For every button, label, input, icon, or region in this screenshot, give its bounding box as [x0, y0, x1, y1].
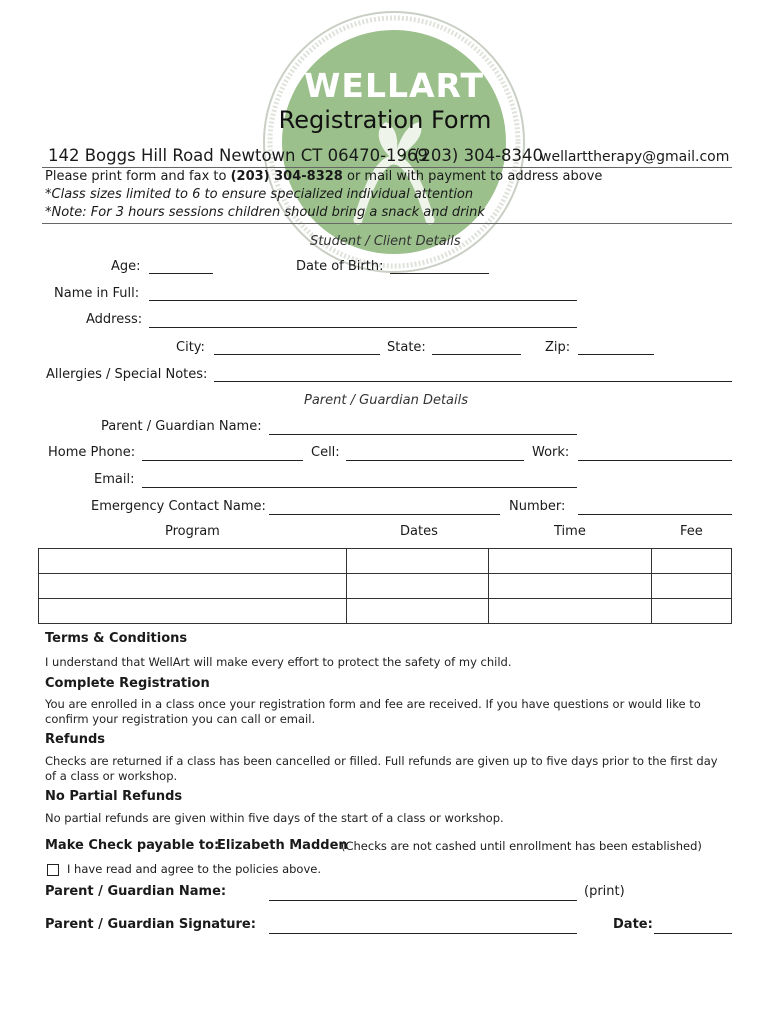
dates-cell[interactable] [346, 599, 489, 624]
table-row [39, 599, 732, 624]
print-instructions: Please print form and fax to (203) 304-8328 or mail with payment to address above [45, 169, 603, 184]
student-section-heading: Student / Client Details [310, 234, 461, 249]
work-field[interactable] [578, 460, 732, 461]
program-cell[interactable] [39, 549, 347, 574]
program-column-header: Program [165, 524, 220, 539]
state-label: State: [387, 340, 426, 355]
agree-checkbox[interactable] [47, 864, 59, 876]
dob-field[interactable] [390, 273, 489, 274]
time-cell[interactable] [489, 599, 652, 624]
emergency-number-label: Number: [509, 499, 566, 514]
parent-email-label: Email: [94, 472, 135, 487]
dates-cell[interactable] [346, 549, 489, 574]
refunds-heading: Refunds [45, 732, 106, 747]
address-line: 142 Boggs Hill Road Newtown CT 06470-1969 [48, 146, 429, 165]
work-label: Work: [532, 445, 570, 460]
sign-parent-name-label: Parent / Guardian Name: [45, 884, 227, 899]
complete-registration-heading: Complete Registration [45, 676, 210, 691]
time-column-header: Time [554, 524, 586, 539]
zip-label: Zip: [545, 340, 571, 355]
refunds-text: Checks are returned if a class has been cancelled or filled. Full refunds are given up to five days prior to the first day of a class or workshop. [45, 754, 718, 783]
check-payee: Elizabeth Madden [217, 838, 348, 853]
date-label: Date: [613, 917, 653, 932]
table-row [39, 574, 732, 599]
emergency-contact-label: Emergency Contact Name: [91, 499, 266, 514]
fee-cell[interactable] [652, 599, 732, 624]
program-table [38, 548, 732, 624]
instructions-rule [42, 223, 732, 224]
cell-field[interactable] [346, 460, 524, 461]
age-field[interactable] [149, 273, 213, 274]
parent-email-field[interactable] [142, 487, 577, 488]
table-row [39, 549, 732, 574]
contact-email: wellarttherapy@gmail.com [540, 149, 730, 165]
check-payable-label: Make Check payable to: [45, 838, 220, 853]
fee-cell[interactable] [652, 574, 732, 599]
terms-heading: Terms & Conditions [45, 631, 188, 646]
parent-name-label: Parent / Guardian Name: [101, 419, 262, 434]
address-label: Address: [86, 312, 143, 327]
page-title: Registration Form [278, 106, 492, 134]
logo-text: WELLART [304, 66, 484, 105]
city-field[interactable] [214, 354, 380, 355]
check-note: (Checks are not cashed until enrollment has been established) [341, 839, 702, 853]
dates-column-header: Dates [400, 524, 438, 539]
home-phone-label: Home Phone: [48, 445, 136, 460]
fee-cell[interactable] [652, 549, 732, 574]
address-field[interactable] [149, 327, 577, 328]
full-name-label: Name in Full: [54, 286, 140, 301]
cell-label: Cell: [311, 445, 340, 460]
snack-note: *Note: For 3 hours sessions children should bring a snack and drink [45, 205, 485, 220]
state-field[interactable] [432, 354, 521, 355]
print-note: (print) [584, 884, 625, 899]
full-name-field[interactable] [149, 300, 577, 301]
program-cell[interactable] [39, 574, 347, 599]
time-cell[interactable] [489, 549, 652, 574]
parent-name-field[interactable] [269, 434, 577, 435]
terms-text: I understand that WellArt will make every effort to protect the safety of my child. [45, 655, 512, 669]
agree-label: I have read and agree to the policies above. [67, 862, 322, 876]
header-rule [42, 167, 732, 168]
home-phone-field[interactable] [142, 460, 303, 461]
emergency-number-field[interactable] [578, 514, 732, 515]
fee-column-header: Fee [680, 524, 703, 539]
emergency-contact-field[interactable] [269, 514, 500, 515]
zip-field[interactable] [578, 354, 654, 355]
signature-label: Parent / Guardian Signature: [45, 917, 256, 932]
parent-section-heading: Parent / Guardian Details [304, 393, 469, 408]
age-label: Age: [111, 259, 141, 274]
dob-label: Date of Birth: [296, 259, 384, 274]
complete-registration-text: You are enrolled in a class once your registration form and fee are received. If you have questions or would like to confirm your registration you can call or email. [45, 697, 701, 726]
allergies-label: Allergies / Special Notes: [46, 367, 208, 382]
phone-number: (203) 304-8340 [414, 146, 544, 165]
allergies-field[interactable] [214, 381, 732, 382]
no-partial-refunds-heading: No Partial Refunds [45, 789, 183, 804]
time-cell[interactable] [489, 574, 652, 599]
dates-cell[interactable] [346, 574, 489, 599]
no-partial-refunds-text: No partial refunds are given within five days of the start of a class or workshop. [45, 811, 504, 825]
class-size-note: *Class sizes limited to 6 to ensure specialized individual attention [45, 187, 474, 202]
signature-field[interactable] [269, 933, 577, 934]
sign-parent-name-field[interactable] [269, 900, 577, 901]
city-label: City: [176, 340, 205, 355]
date-field[interactable] [654, 933, 732, 934]
program-cell[interactable] [39, 599, 347, 624]
